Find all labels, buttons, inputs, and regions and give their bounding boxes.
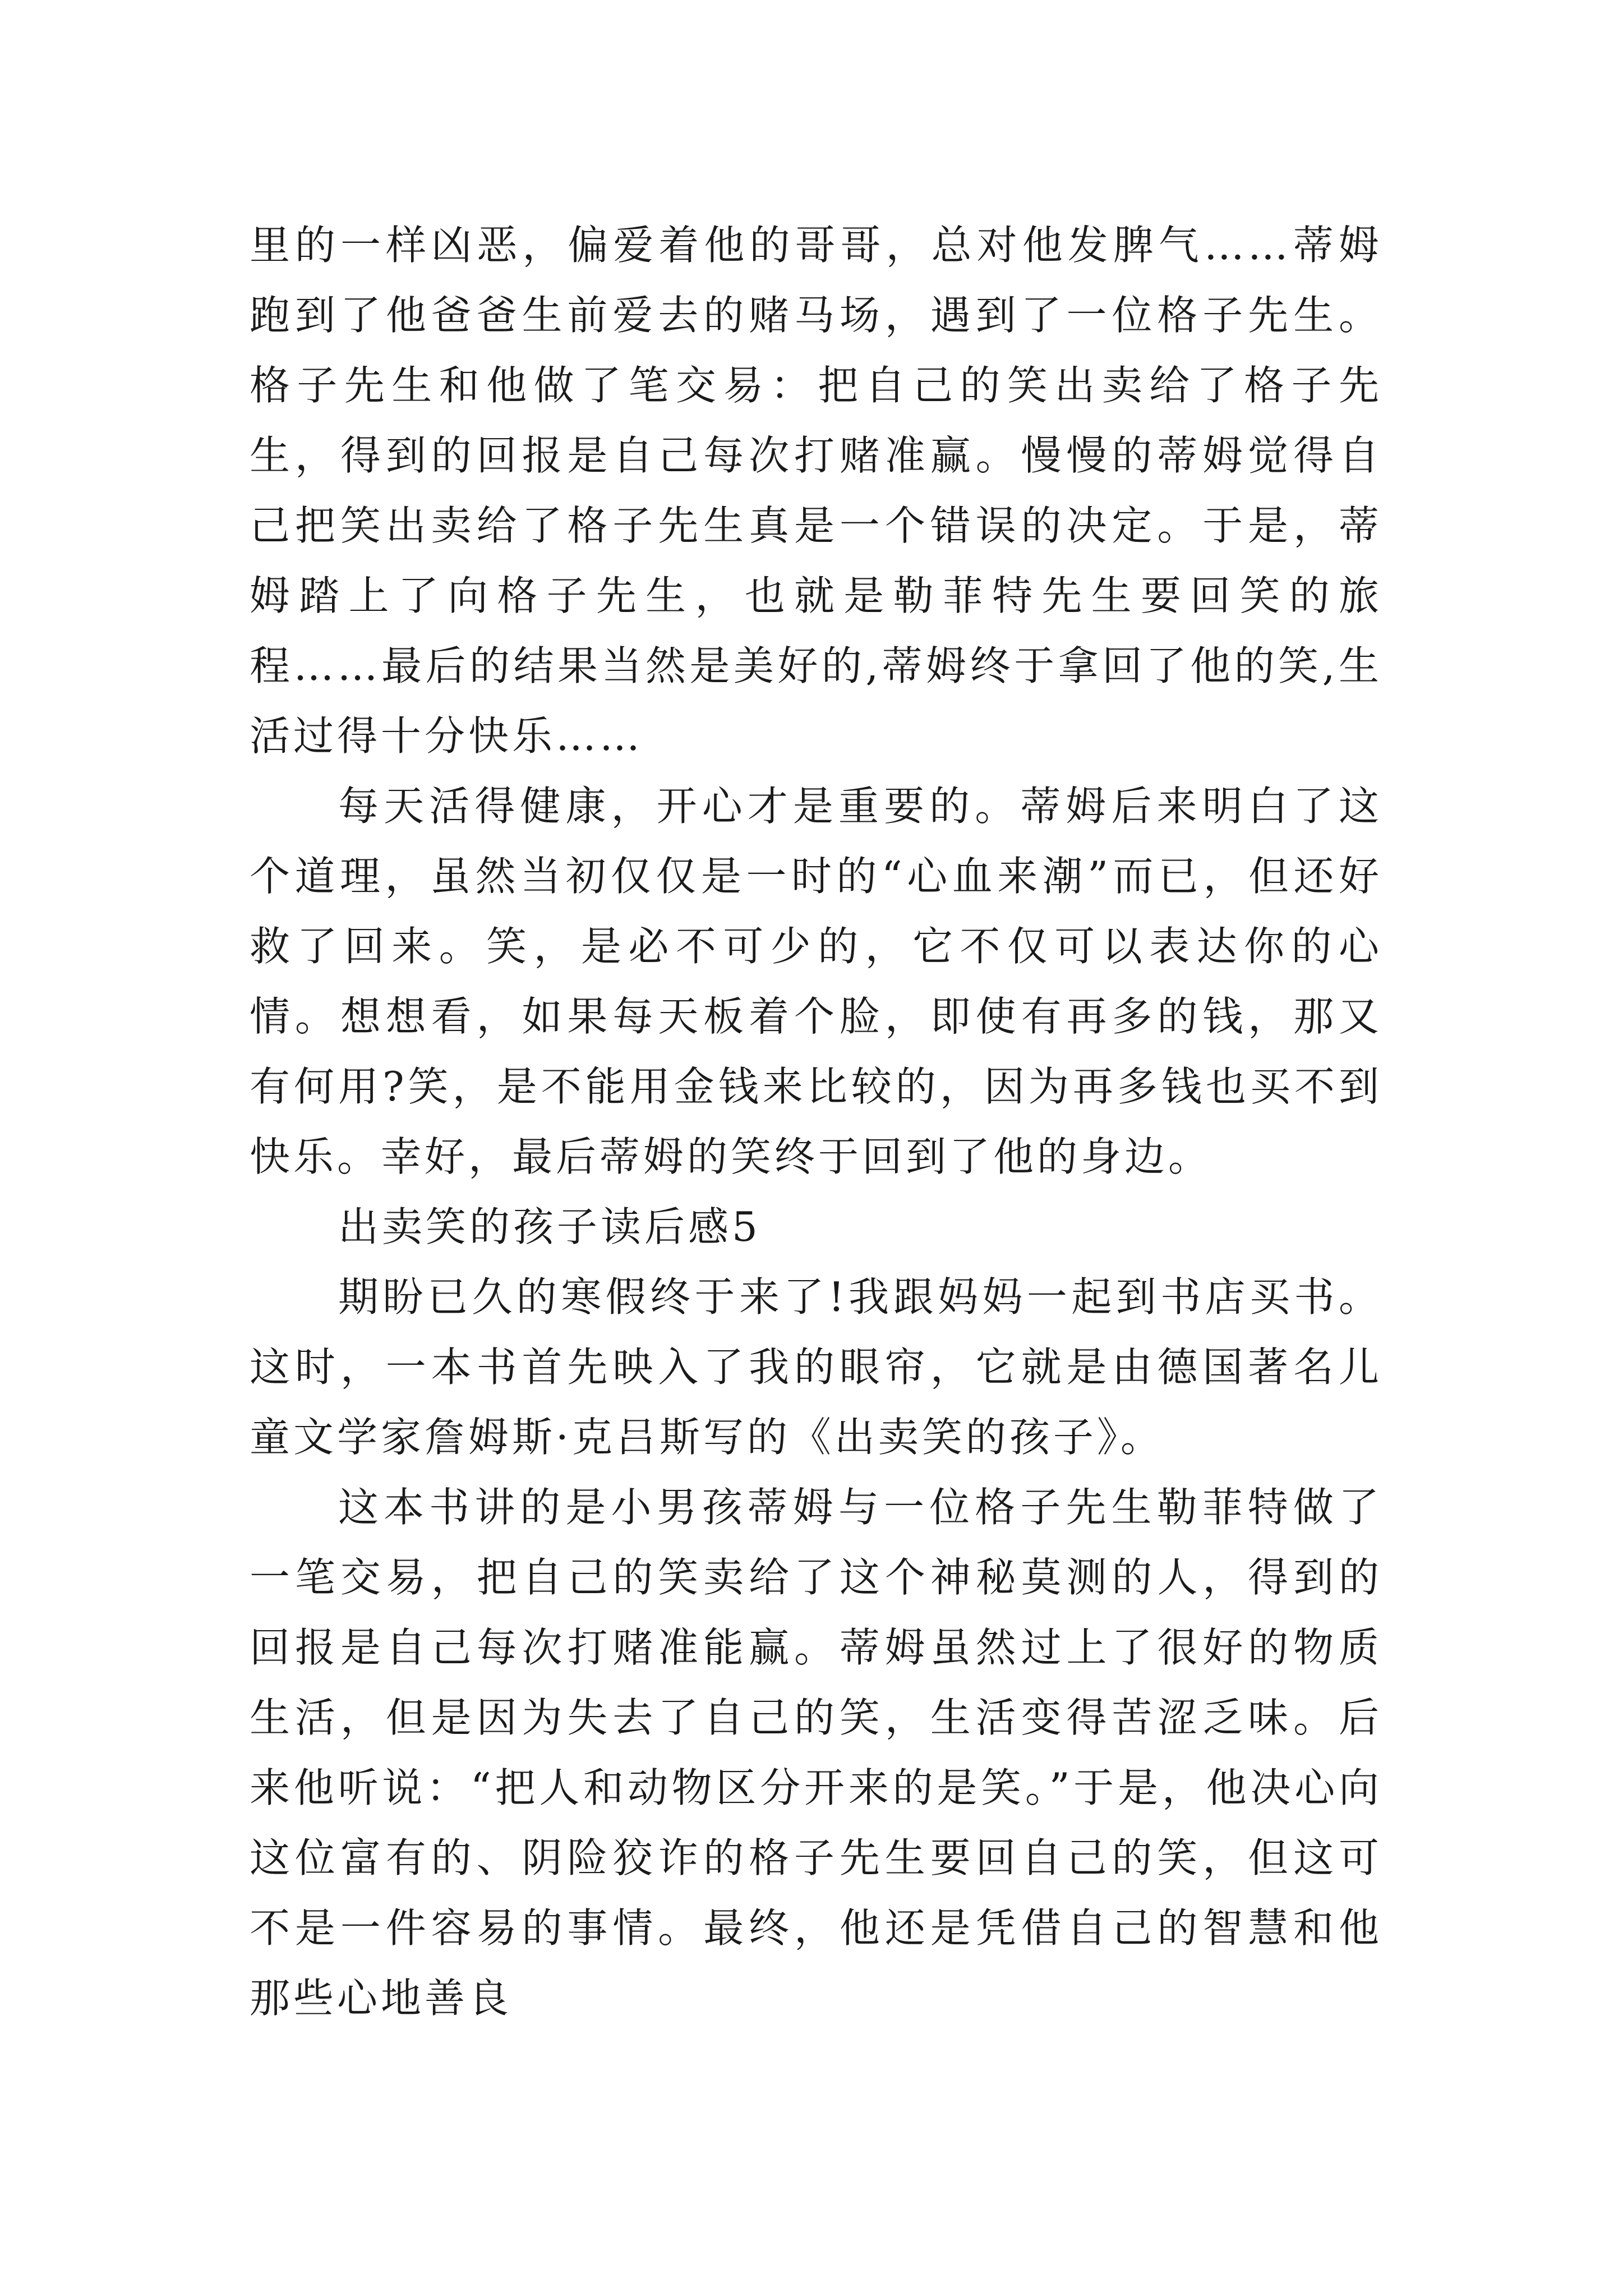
document-body: [250, 210, 1382, 2033]
paragraph-moral: 每天活得健康，开心才是重要的。蒂姆后来明白了这个道理，虽然当初仅仅是一时的“心血来潮”而已，但还好救了回来。笑，是必不可少的，它不仅可以表达你的心情。想想看，如果每天板着个脸，即使有再多的钱，那又有何用?笑，是不能用金钱来比较的，因为再多钱也买不到快乐。幸好，最后蒂姆的笑终于回到了他的身边。: [250, 783, 1382, 1180]
paragraph-intro: 期盼已久的寒假终于来了!我跟妈妈一起到书店买书。这时，一本书首先映入了我的眼帘，它就是由德国著名儿童文学家詹姆斯·克吕斯写的《出卖笑的孩子》。: [250, 1273, 1382, 1461]
paragraph-summary: 这本书讲的是小男孩蒂姆与一位格子先生勒菲特做了一笔交易，把自己的笑卖给了这个神秘莫测的人，得到的回报是自己每次打赌准能赢。蒂姆虽然过上了很好的物质生活，但是因为失去了自己的笑，生活变得苦涩乏味。后来他听说：“把人和动物区分开来的是笑。”于是，他决心向这位富有的、阴险狡诈的格子先生要回自己的笑，但这可不是一件容易的事情。最终，他还是凭借自己的智慧和他那些心地善良: [250, 1484, 1382, 2022]
section-heading: 出卖笑的孩子读后感5: [338, 1203, 761, 1250]
paragraph-continued: 里的一样凶恶，偏爱着他的哥哥，总对他发脾气……蒂姆跑到了他爸爸生前爱去的赌马场，遇到了一位格子先生。格子先生和他做了笔交易：把自己的笑出卖给了格子先生，得到的回报是自己每次打赌准赢。慢慢的蒂姆觉得自己把笑出卖给了格子先生真是一个错误的决定。于是，蒂姆踏上了向格子先生，也就是勒菲特先生要回笑的旅程……最后的结果当然是美好的,蒂姆终于拿回了他的笑,生活过得十分快乐……: [250, 222, 1382, 760]
